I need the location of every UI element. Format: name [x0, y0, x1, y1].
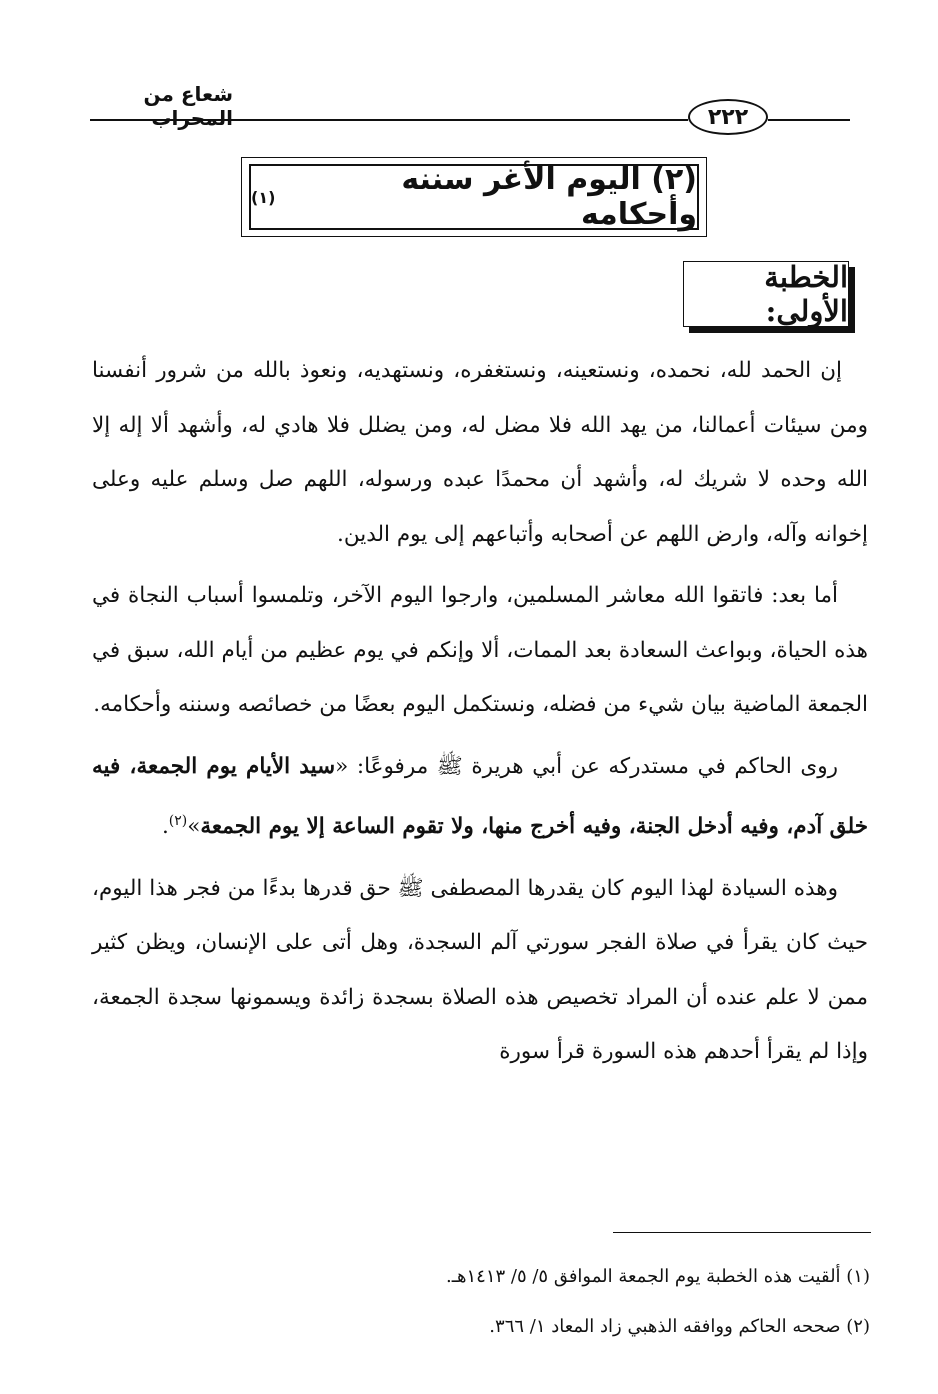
- footnotes: [300, 1252, 870, 1352]
- sermon-body: [92, 344, 868, 1087]
- hadith-text: سيد الأيام يوم الجمعة، فيه خلق آدم، وفيه أدخل الجنة، وفيه أخرج منها، ولا تقوم الساعة إلا يوم الجمعة: [92, 753, 868, 840]
- header-rule-right: [768, 119, 850, 121]
- running-header-title: شعاع من المحراب: [143, 82, 233, 130]
- hadith-footnote-ref: (٢): [168, 813, 188, 829]
- footnote-2: (٢) صححه الحاكم ووافقه الذهبي زاد المعاد ١/ ٣٦٦.: [489, 1316, 870, 1337]
- section-heading: الخطبة الأولى:: [683, 261, 849, 327]
- paragraph-hadith: [92, 740, 868, 855]
- chapter-title-frame: [241, 157, 707, 237]
- paragraph-exhortation: أما بعد: فاتقوا الله معاشر المسلمين، وارجوا اليوم الآخر، وتلمسوا أسباب النجاة في هذه الحياة، وبواعث السعادة بعد الممات، ألا وإنكم في يوم عظيم من أيام الله، سبق في الجمعة الماضية بيان شيء من فضله، ونستكمل اليوم بعضًا من خصائصه وسننه وأحكامه.: [92, 583, 868, 717]
- chapter-title: [249, 164, 699, 230]
- hadith-close: »: [187, 814, 201, 840]
- page-number: ٢٢٢: [688, 99, 768, 135]
- chapter-footnote-ref: (١): [251, 187, 276, 207]
- header-rule-left: [90, 119, 688, 121]
- paragraph-opening: إن الحمد لله، نحمده، ونستعينه، ونستغفره، ونستهديه، ونعوذ بالله من شرور أنفسنا ومن سيئات أعمالنا، من يهد الله فلا مضل له، ومن يضلل فلا هادي له، وأشهد ألا إله إلا الله وحده لا شريك له، وأشهد أن محمدًا عبده ورسوله، اللهم صل وسلم عليه وعلى إخوانه وآله، وارض اللهم عن أصحابه وأتباعهم إلى يوم الدين.: [92, 358, 868, 547]
- hadith-period: .: [161, 814, 169, 840]
- footnote-separator: [613, 1232, 871, 1233]
- chapter-title-text: (٢) اليوم الأغر سننه وأحكامه: [401, 162, 697, 232]
- footnote-1: (١) ألقيت هذه الخطبة يوم الجمعة الموافق ٥/ ٥/ ١٤١٣هـ.: [445, 1266, 870, 1287]
- hadith-intro: روى الحاكم في مستدركه عن أبي هريرة ﷺ مرفوعًا: «: [335, 753, 838, 779]
- paragraph-sovereignty: وهذه السيادة لهذا اليوم كان يقدرها المصطفى ﷺ حق قدرها بدءًا من فجر هذا اليوم، حيث كان يقرأ في صلاة الفجر سورتي آلم السجدة، وهل أتى على الإنسان، ويظن كثير ممن لا علم عنده أن المراد تخصيص هذه الصلاة بسجدة زائدة ويسمونها سجدة الجمعة، وإذا لم يقرأ أحدهم هذه السورة قرأ سورة: [92, 875, 868, 1065]
